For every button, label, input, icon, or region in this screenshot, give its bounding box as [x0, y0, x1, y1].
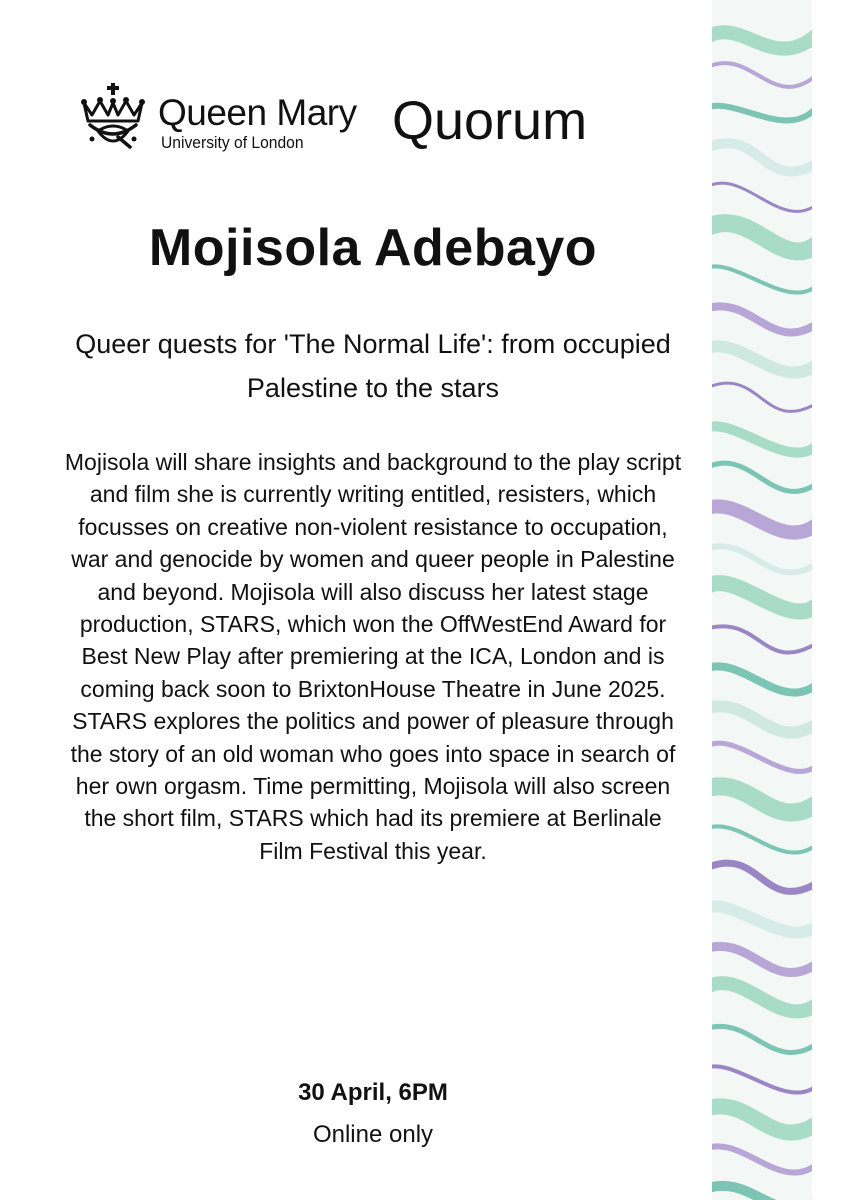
event-description: Mojisola will share insights and background to the play script and film she is currently writing entitled, resisters, which focusses on creative non-violent resistance to occupation, war and genocide by women and queer people in Palestine and beyond. Mojisola will also discuss her latest stage production, STARS, which won the OffWestEnd Award for Best New Play after premiering at the ICA, London and is coming back soon to BrixtonHouse Theatre in June 2025. STARS explores the politics and power of pleasure through the story of an old woman who goes into space in search of her own orgasm. Time permitting, Mojisola will also screen the short film, STARS which had its premiere at Berlinale Film Festival this year. [64, 449, 682, 864]
series-name: Quorum [392, 91, 588, 151]
queen-mary-crest-icon [78, 81, 148, 151]
speaker-name: Mojisola Adebayo [148, 219, 598, 277]
institution-subtitle: University of London [161, 133, 304, 152]
event-mode: Online only [312, 1121, 434, 1148]
queen-mary-logo [78, 78, 378, 158]
header [78, 78, 678, 168]
event-date-time: 30 April, 6PM [298, 1079, 448, 1106]
marble-pattern [712, 0, 812, 1200]
marble-decoration-strip [712, 0, 812, 1200]
institution-name: Queen Mary [158, 92, 357, 133]
talk-title: Queer quests for 'The Normal Life': from occupied Palestine to the stars [75, 329, 671, 403]
